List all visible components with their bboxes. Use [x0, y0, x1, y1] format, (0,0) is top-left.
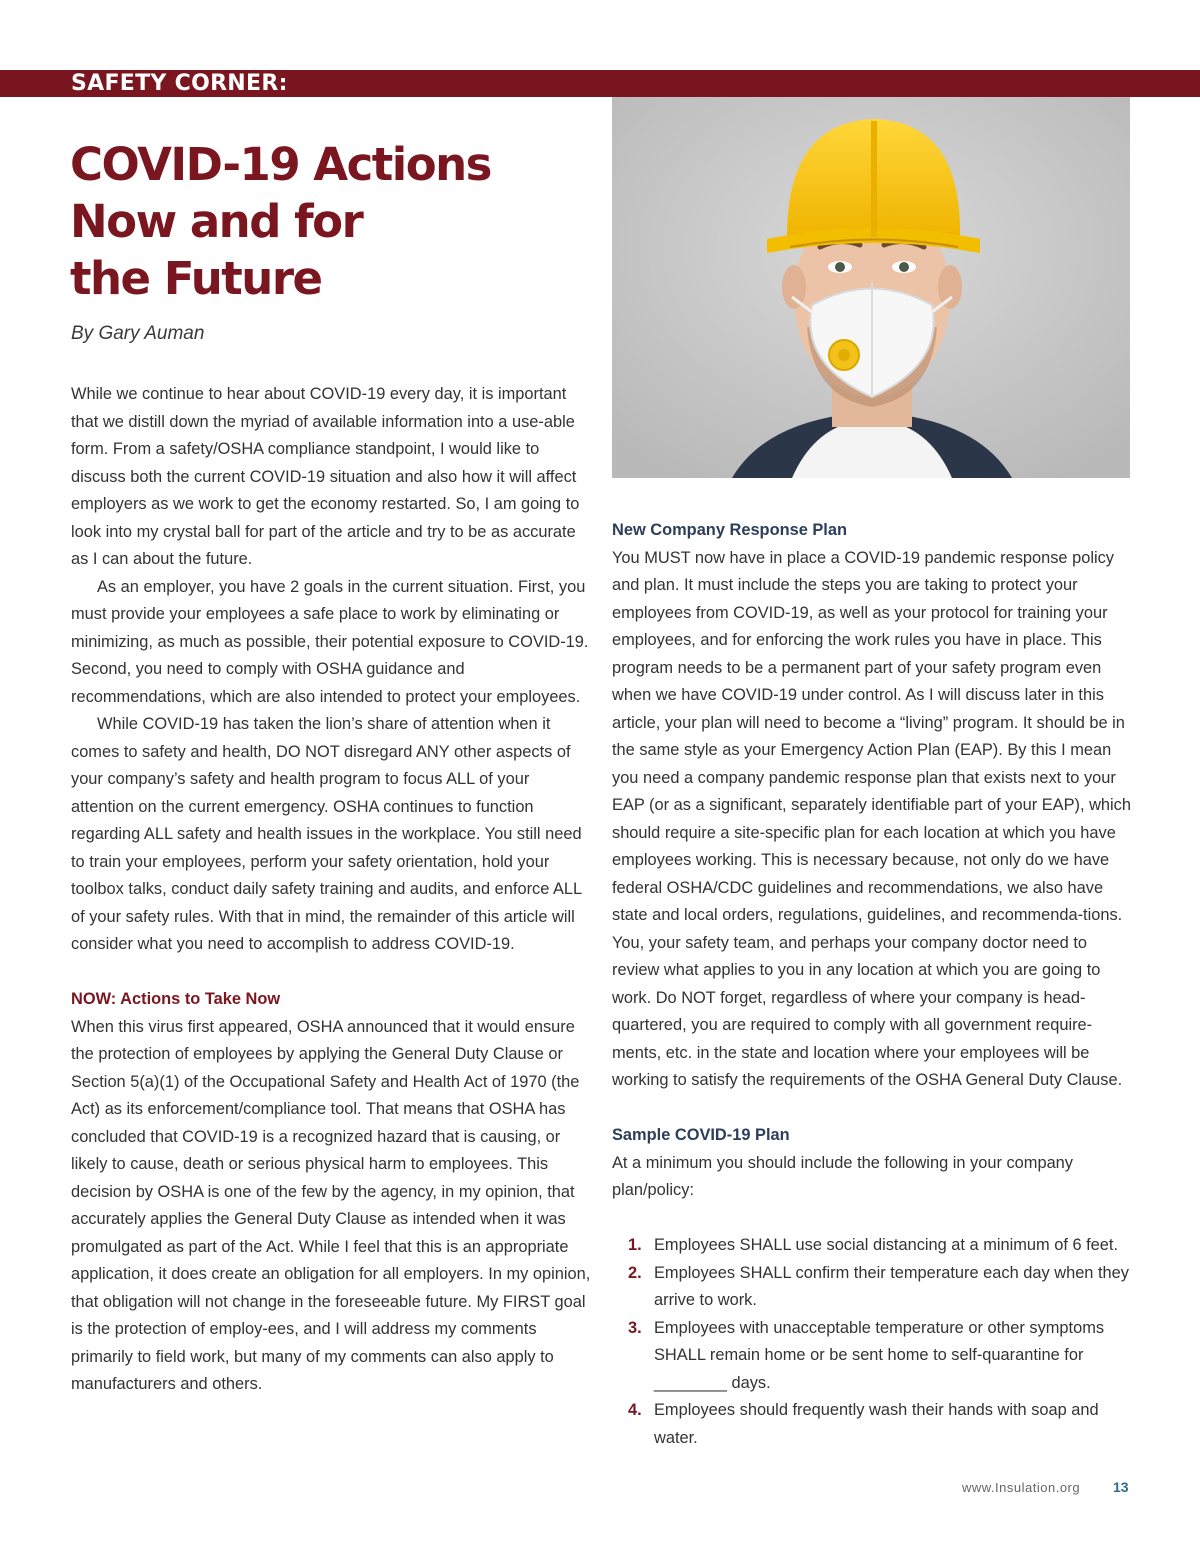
title-line-1: COVID-19 Actions [70, 138, 491, 191]
section-label: SAFETY CORNER: [71, 71, 288, 96]
title-line-2: Now and for [70, 195, 363, 248]
list-text: Employees SHALL use social distancing at a minimum of 6 feet. [654, 1236, 1119, 1254]
section-heading-response-plan: New Company Response Plan [612, 521, 847, 539]
list-item [612, 1232, 1132, 1260]
paragraph: As an employer, you have 2 goals in the current situation. First, you must provide your employees a safe place to work by eliminating or minimizing, as much as possible, their potential exposure to COVID-19. Second, you need to comply with OSHA guidance and recommendations, which are also intended to protect your employees. [71, 577, 589, 706]
worker-photo [612, 97, 1130, 478]
list-number: 1. [628, 1236, 642, 1254]
section-heading-sample-plan: Sample COVID-19 Plan [612, 1126, 790, 1144]
list-number: 4. [628, 1401, 642, 1419]
left-column [71, 381, 591, 1399]
paragraph: You MUST now have in place a COVID-19 pandemic response policy and plan. It must include the steps you are taking to protect your employees from COVID-19, as well as your protocol for training your employees, and for enforcing the work rules you have in place. This program needs to be a permanent part of your safety program even when we have COVID-19 under control. As I will discuss later in this article, your plan will need to become a “living” program. It should be in the same style as your Emergency Action Plan (EAP). By this I mean you need a company pandemic response plan that exists next to your EAP (or as a significant, separately identifiable part of your EAP), which should require a site-specific plan for each location at which you have employees working. This is necessary because, not only do we have federal OSHA/CDC guidelines and recommendations, we also have state and local orders, regulations, guidelines, and recommenda-tions. You, your safety team, and perhaps your company doctor need to review what applies to you in any location at which you are going to work. Do NOT forget, regardless of where your company is head-quartered, you are required to comply with all government require-ments, etc. in the state and location where your employees will be working to satisfy the requirements of the OSHA General Duty Clause. [612, 548, 1131, 1089]
list-text: Employees with unacceptable temperature or other symptoms SHALL remain home or be sent home to self-quarantine for ________ days. [654, 1318, 1105, 1392]
list-item [612, 1315, 1132, 1398]
section-heading-now: NOW: Actions to Take Now [71, 990, 281, 1008]
list-text: Employees SHALL confirm their temperature each day when they arrive to work. [654, 1263, 1129, 1309]
list-item [612, 1260, 1132, 1315]
plan-list [612, 1232, 1132, 1452]
byline: By Gary Auman [71, 323, 205, 344]
list-number: 3. [628, 1318, 642, 1337]
footer-url: www.Insulation.org [962, 1480, 1081, 1495]
list-text: Employees should frequently wash their hands with soap and water. [654, 1401, 1099, 1447]
page-number: 13 [1113, 1479, 1129, 1495]
right-column [612, 517, 1132, 1452]
paragraph: While we continue to hear about COVID-19 every day, it is important that we distill down the myriad of available information into a use-able form. From a safety/OSHA compliance standpoint, I would like to discuss both the current COVID-19 situation and also how it will affect employers as we work to get the economy restarted. So, I am going to look into my crystal ball for part of the article and try to be as accurate as I can about the future. [71, 385, 580, 568]
list-item [612, 1397, 1132, 1452]
title-line-3: the Future [70, 252, 322, 305]
article-title [70, 136, 590, 307]
list-number: 2. [628, 1263, 642, 1282]
paragraph: While COVID-19 has taken the lion’s share of attention when it comes to safety and health, DO NOT disregard ANY other aspects of your company’s safety and health program to focus ALL of your attention on the current emergency. OSHA continues to function regarding ALL safety and health issues in the workplace. You still need to train your employees, perform your safety orientation, hold your toolbox talks, conduct daily safety training and audits, and enforce ALL of your safety rules. With that in mind, the remainder of this article will consider what you need to accomplish to address COVID-19. [71, 715, 582, 953]
paragraph: At a minimum you should include the following in your company plan/policy: [612, 1153, 1073, 1199]
worker-in-hardhat-and-mask-image [612, 97, 1130, 478]
paragraph: When this virus first appeared, OSHA announced that it would ensure the protection of employees by applying the General Duty Clause or Section 5(a)(1) of the Occupational Safety and Health Act of 1970 (the Act) as its enforcement/compliance tool. That means that OSHA has concluded that COVID-19 is a recognized hazard that is causing, or likely to cause, death or serious physical harm to employees. This decision by OSHA is one of the few by the agency, in my opinion, that accurately applies the General Duty Clause as intended when it was promulgated as part of the Act. While I feel that this is an appropriate application, it does create an obligation for all employers. In my opinion, that obligation will not change in the foreseeable future. My FIRST goal is the protection of employ-ees, and I will address my comments primarily to field work, but many of my comments can also apply to manufacturers and others. [71, 1017, 591, 1393]
